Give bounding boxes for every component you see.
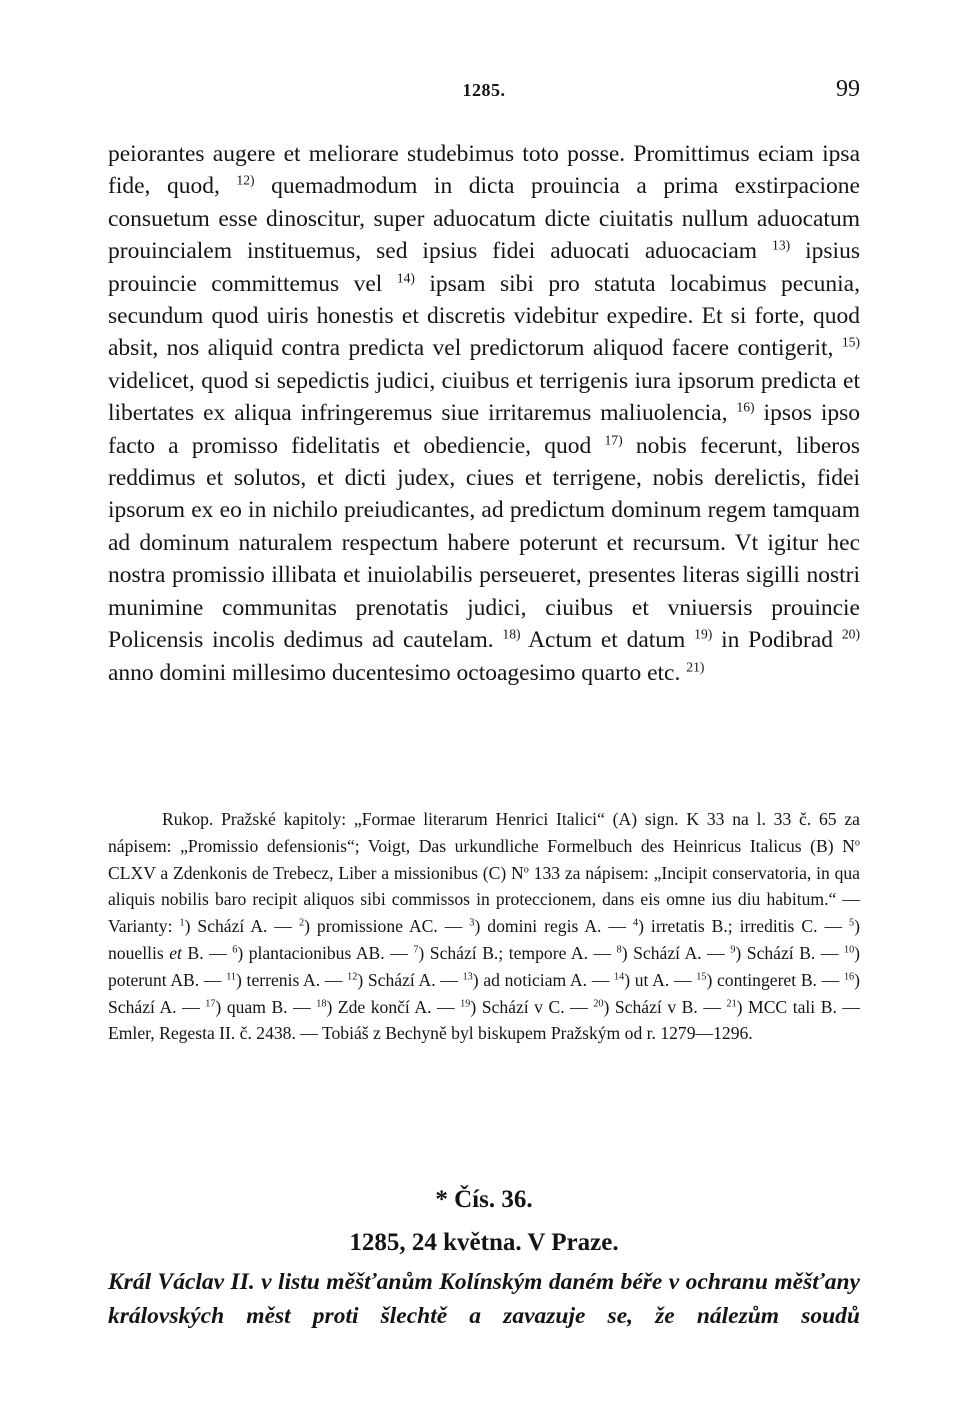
note-text-run: ) Schází v C. —	[470, 996, 594, 1017]
note-footnote-marker: 19	[460, 998, 471, 1010]
note-text-run: 133 za nápisem: „Incipit conservatoria, in qua aliquis nobilis baro recipit aliquos sibi commissos in proteccionem, dans eis omne ius diu habitum.“ — Varianty:	[108, 862, 860, 937]
main-text-run: quemadmodum in dicta prouincia a prima exstirpacione consuetum esse dinoscitur, super aduocatum dicte ciuitatis nullum aduocatum prouincialem instituemus, sed ipsius fidei aduocati aduocaciam	[108, 173, 860, 265]
note-text-run: ) Schází A. —	[108, 969, 860, 1017]
main-text-run: anno domini millesimo ducentesimo octoagesimo quarto etc.	[108, 659, 687, 686]
main-footnote-marker: 18)	[502, 626, 521, 642]
note-text-run: ) Schází v B. —	[603, 996, 727, 1017]
note-text-run: ) Schází A. —	[357, 969, 463, 990]
document-date-place: 1285, 24 května. V Praze.	[349, 1229, 619, 1256]
note-text-run: ) plantacionibus AB. —	[237, 942, 414, 963]
note-footnote-marker: 14	[614, 971, 625, 983]
note-text-run: ) poterunt AB. —	[108, 942, 861, 990]
note-text-run: ) ad noticiam A. —	[472, 969, 614, 990]
document-number: * Čís. 36.	[435, 1186, 533, 1213]
note-text-run: ) Schází B. —	[735, 942, 844, 963]
note-footnote-marker: 9	[730, 944, 736, 956]
note-footnote-marker: 10	[843, 944, 855, 956]
note-text-run: ) contingeret B. —	[706, 969, 844, 990]
main-footnote-marker: 19)	[694, 626, 713, 642]
note-text-run: ) MCC tali B. — Emler, Regesta II. č. 2438. — Tobiáš z Bechyně byl biskupem Pražským od r. 1279—1296.	[108, 996, 860, 1044]
main-footnote-marker: 15)	[841, 335, 860, 350]
note-footnote-marker: o	[523, 864, 529, 876]
main-text-run: peiorantes augere et meliorare studebimus toto posse. Promittimus eciam ipsa fide, quod,	[108, 141, 860, 200]
note-footnote-marker: 12	[347, 971, 358, 983]
main-text-run: videlicet, quod si sepedictis judici, ciuibus et terrigenis iura ipsorum predicta et libertates ex aliqua infringeremus siue irritaremus maliuolencia,	[108, 367, 860, 427]
document-summary: Král Václav II. v listu měšťanům Kolínským daném béře v ochranu měšťany královských měst proti šlechtě a zavazuje se, že nálezům soudů	[108, 1269, 860, 1329]
note-footnote-marker: 11	[226, 971, 236, 983]
main-footnote-marker: 21)	[686, 659, 705, 675]
note-footnote-marker: 1	[179, 917, 185, 929]
note-footnote-marker: 16	[843, 971, 855, 983]
main-footnote-marker: 14)	[396, 270, 415, 286]
note-text-run: ) promissione AC. —	[304, 916, 470, 937]
note-text-run: CLXV a Zdenkonis de Trebecz, Liber a missionibus (C) N	[108, 862, 524, 883]
main-footnote-marker: 17)	[604, 432, 623, 448]
note-italic-run: et	[169, 942, 182, 963]
main-text-run: ipsam sibi pro statuta locabimus pecunia, secundum quod uiris honestis et discretis videbitur expedire. Et si forte, quod absit, nos aliquid contra predicta vel predictorum aliquod facere contigerit,	[108, 270, 860, 362]
main-footnote-marker: 13)	[772, 237, 791, 253]
apparatus-notes	[108, 806, 860, 1047]
note-footnote-marker: 13	[462, 971, 473, 983]
main-text-run: ipsos ipso facto a promisso fidelitatis et obediencie, quod	[108, 400, 860, 459]
note-footnote-marker: 15	[696, 971, 707, 983]
note-footnote-marker: 17	[205, 998, 216, 1010]
main-text-paragraph	[108, 138, 860, 689]
main-text-run: Actum et datum	[520, 627, 695, 654]
main-text-run: ipsius prouincie committemus vel	[108, 238, 860, 297]
note-footnote-marker: 8	[616, 944, 622, 956]
main-footnote-marker: 12)	[236, 172, 255, 188]
note-footnote-marker: 18	[316, 998, 327, 1010]
main-footnote-marker: 16)	[736, 399, 755, 415]
note-text-run: ) terrenis A. —	[236, 969, 348, 990]
running-head-year: 1285.	[462, 80, 506, 100]
note-text-run: ) Schází B.; tempore A. —	[418, 942, 617, 963]
note-text-run: Rukop. Pražské kapitoly: „Formae literarum Henrici Italici“ (A) sign. K 33 na l. 33 č. 65 za nápisem: „Promissio defensionis“; Voigt, Das urkundliche Formelbuch des Heinricus Italicus (B) N	[108, 809, 860, 856]
running-header	[108, 76, 860, 102]
page-number: 99	[836, 76, 860, 102]
main-text-run: nobis fecerunt, liberos reddimus et solutos, et dicti judex, ciues et terrigene, nobis derelictis, fidei ipsorum ex eo in nichilo preiudicantes, ad predictum dominum regem tamquam ad dominum naturalem respectum habere poterunt et recursum. Vt igitur hec nostra promissio illibata et inuiolabilis perseueret, presentes literas sigilli nostri munimine communitas prenotatis judici, ciuibus et vniuersis prouincie Policensis incolis dedimus ad cautelam.	[108, 432, 860, 654]
note-footnote-marker: 6	[232, 944, 238, 956]
note-text-run: B. —	[181, 942, 233, 963]
note-text-run: ) irretatis B.; irreditis C. —	[638, 916, 850, 937]
note-text-run: ) Zde končí A. —	[326, 996, 461, 1017]
note-footnote-marker: 7	[413, 944, 419, 956]
note-text-run: ) nouellis	[108, 916, 860, 963]
note-text-run: ) domini regis A. —	[474, 916, 633, 937]
main-text-run: in Podibrad	[712, 627, 842, 654]
note-footnote-marker: 21	[726, 998, 737, 1010]
note-footnote-marker: 20	[593, 998, 604, 1010]
note-text-run: ) Schází A. —	[184, 916, 299, 937]
note-footnote-marker: 4	[633, 917, 639, 929]
note-footnote-marker: 5	[849, 917, 855, 929]
note-footnote-marker: o	[854, 837, 860, 849]
main-footnote-marker: 20)	[841, 626, 860, 642]
note-text-run: ) quam B. —	[215, 996, 317, 1017]
note-footnote-marker: 3	[469, 917, 475, 929]
note-footnote-marker: 2	[299, 917, 305, 929]
note-text-run: ) Schází A. —	[621, 942, 731, 963]
note-text-run: ) ut A. —	[624, 969, 697, 990]
